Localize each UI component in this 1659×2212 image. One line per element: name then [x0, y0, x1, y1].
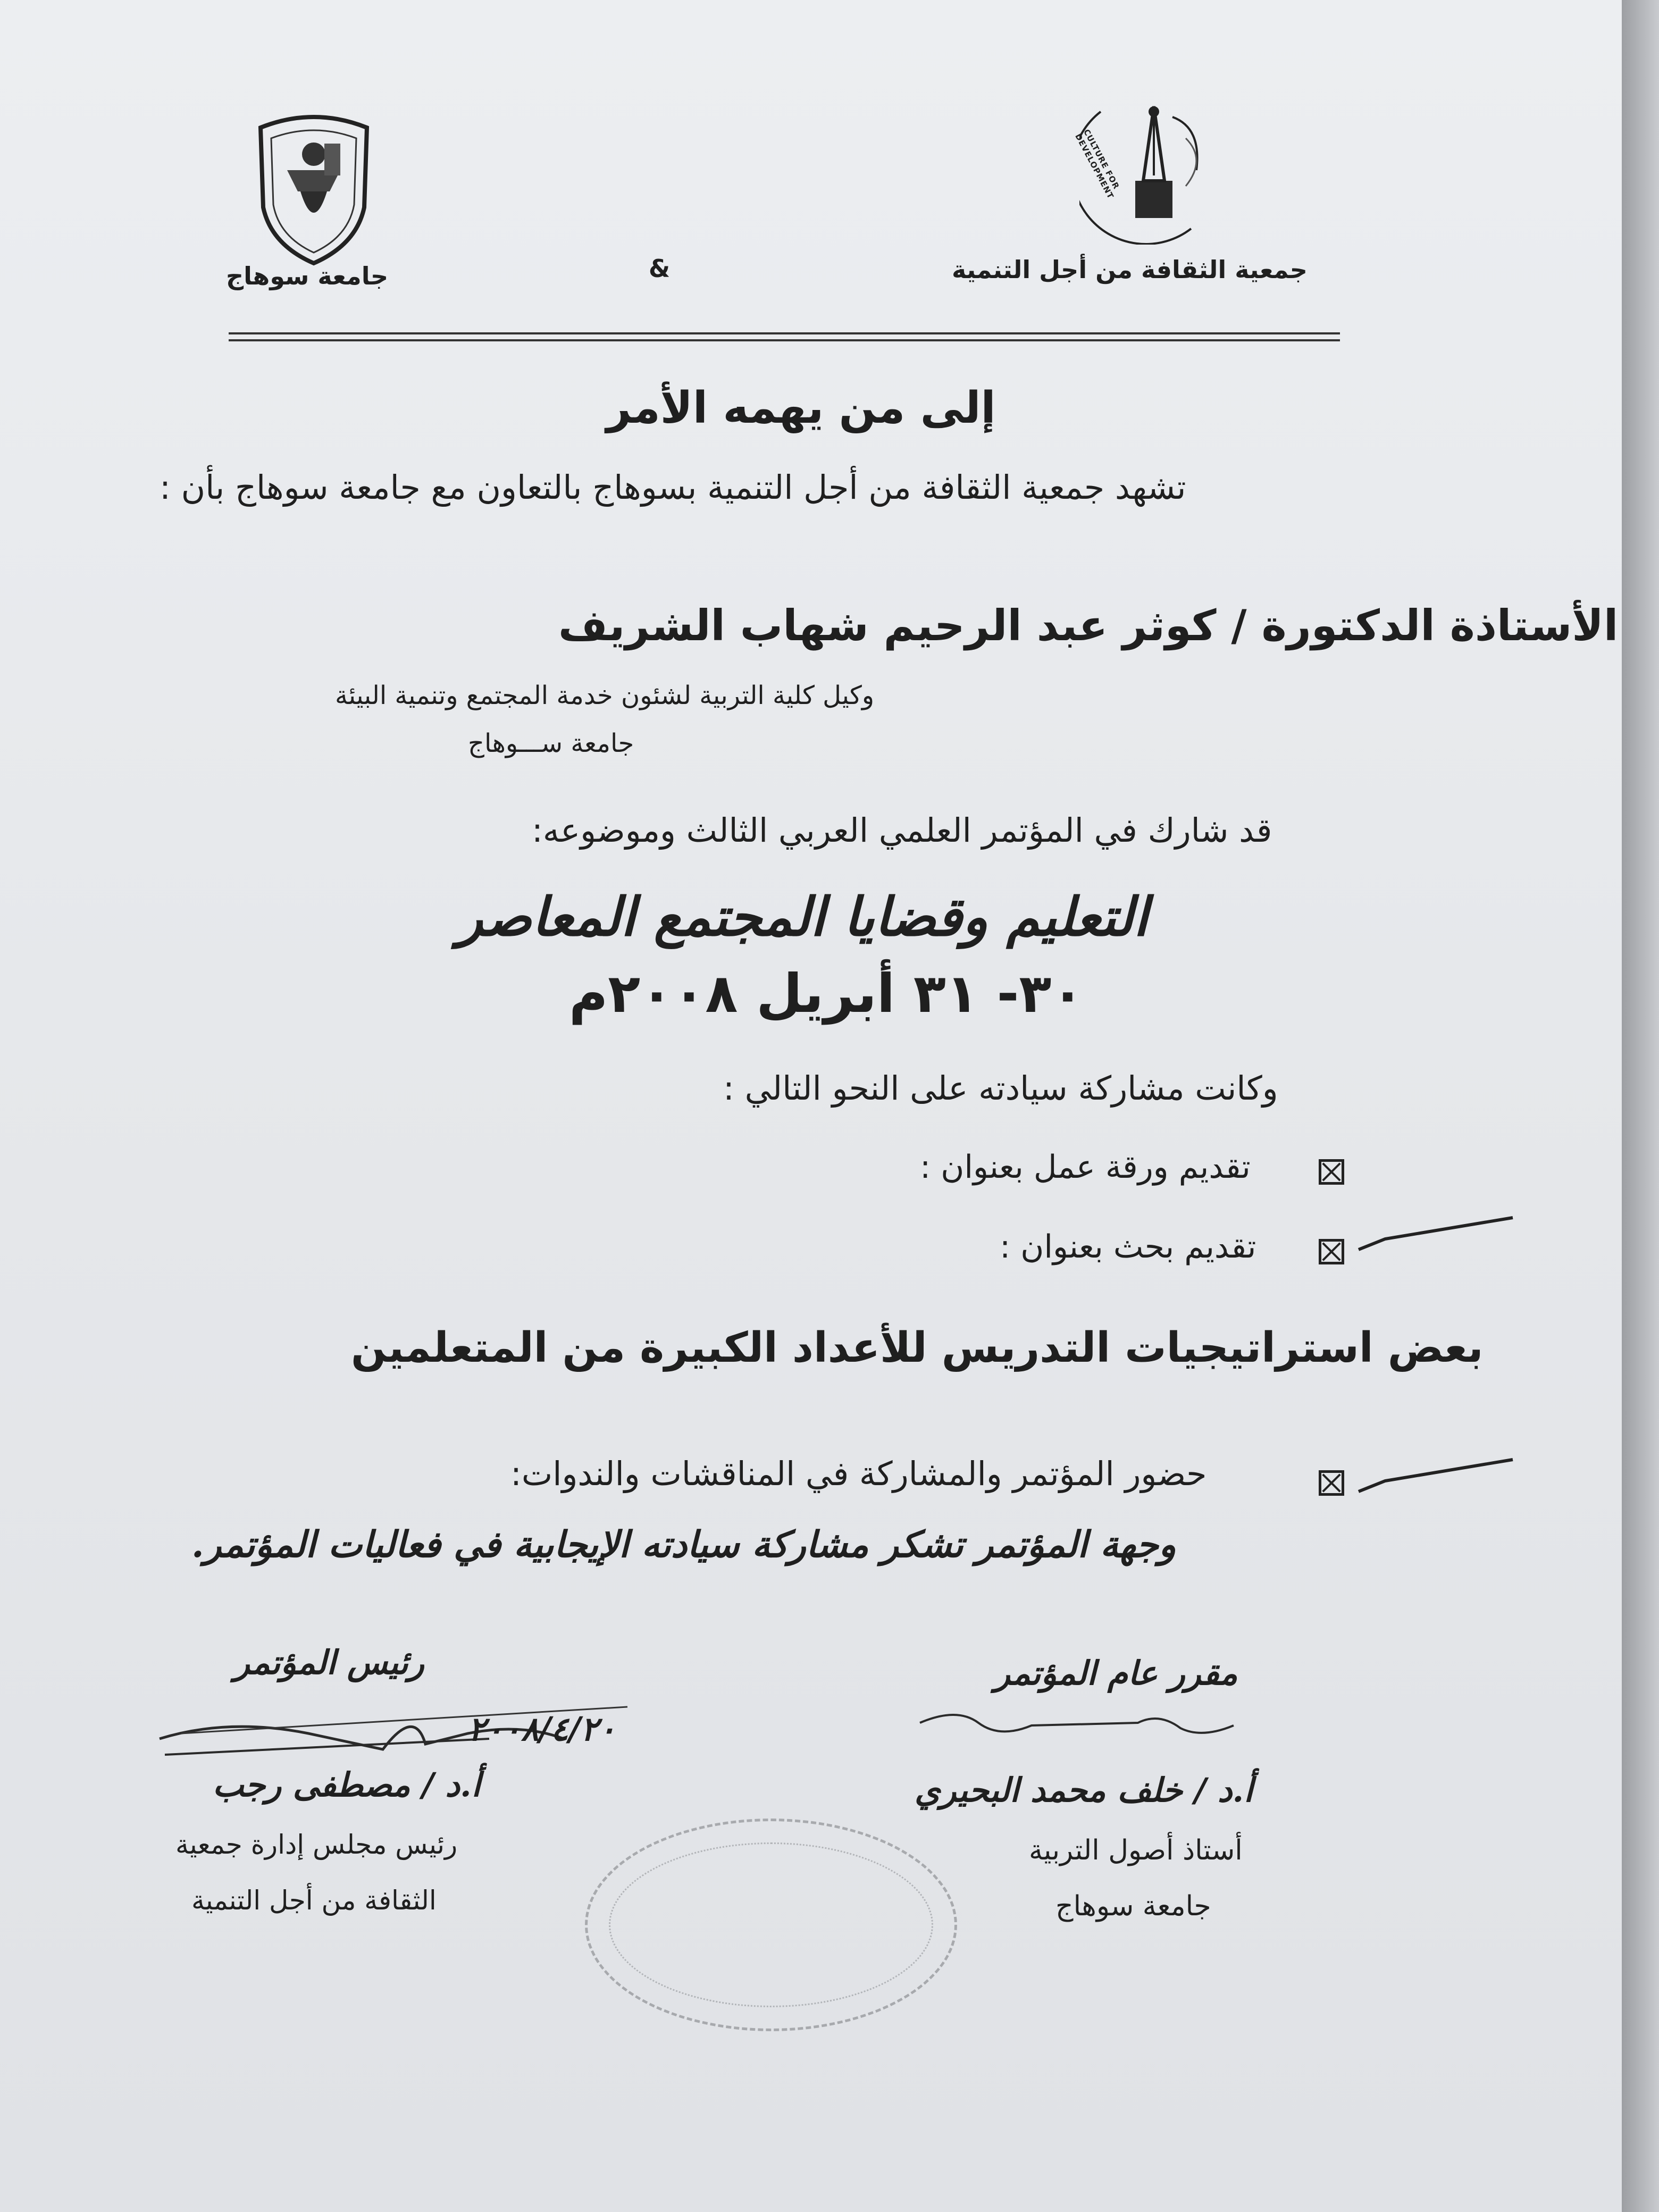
- participation-form: وكانت مشاركة سيادته على النحو التالي :: [723, 1069, 1278, 1108]
- conference-theme: التعليم وقضايا المجتمع المعاصر: [457, 885, 1149, 948]
- left-signer-name: أ.د / مصطفى رجب: [213, 1765, 481, 1804]
- attendance-text: حضور المؤتمر والمشاركة في المناقشات والندوات:: [510, 1454, 1207, 1493]
- honoree-university: جامعة ســـوهاج: [468, 728, 634, 758]
- honoree-name: الأستاذة الدكتورة / كوثر عبد الرحيم شهاب الشريف: [558, 601, 1619, 650]
- certificate-title: إلى من يهمه الأمر: [606, 383, 996, 433]
- honoree-position: وكيل كلية التربية لشئون خدمة المجتمع وتنمية البيئة: [335, 681, 875, 710]
- right-signature-scribble: [915, 1702, 1244, 1749]
- header-ampersand: &: [649, 254, 671, 283]
- left-signer-title-line1: رئيس مجلس إدارة جمعية: [175, 1829, 458, 1860]
- participation-intro: قد شارك في المؤتمر العلمي العربي الثالث وموضوعه:: [532, 811, 1272, 850]
- header-divider-top: [229, 332, 1340, 334]
- culture-for-development-logo: [1073, 96, 1218, 245]
- intro-text: تشهد جمعية الثقافة من أجل التنمية بسوهاج بالتعاون مع جامعة سوهاج بأن :: [160, 468, 1186, 507]
- right-signer-title: أستاذ أصول التربية: [1029, 1834, 1243, 1866]
- option-label-paper: تقديم ورقة عمل بعنوان :: [920, 1149, 1251, 1186]
- left-signature-date: ٢٠٠٨/٤/٢٠: [468, 1710, 616, 1748]
- conference-dates: ٣٠- ٣١ أبريل ٢٠٠٨م: [569, 962, 1084, 1025]
- option-checkbox-research: [1319, 1239, 1344, 1264]
- header-right-org: جامعة سوهاج: [226, 262, 389, 290]
- tick-mark-1: [1353, 1212, 1523, 1260]
- option-checkbox-paper: [1319, 1159, 1344, 1185]
- header-divider-bottom: [229, 339, 1340, 341]
- official-stamp: [585, 1819, 957, 2031]
- left-signer-role: رئيس المؤتمر: [234, 1643, 424, 1682]
- right-signer-role: مقرر عام المؤتمر: [994, 1654, 1238, 1692]
- scan-edge: [1622, 0, 1659, 2212]
- header-left-org: جمعية الثقافة من أجل التنمية: [952, 255, 1308, 284]
- logo-caption: CULTURE FOR DEVELOPMENT: [1073, 128, 1121, 201]
- right-signer-name: أ.د / خلف محمد البحيري: [915, 1771, 1253, 1809]
- left-signer-title-line2: الثقافة من أجل التنمية: [191, 1885, 437, 1916]
- right-signer-org: جامعة سوهاج: [1055, 1890, 1211, 1922]
- option-checkbox-attendance: [1319, 1470, 1344, 1496]
- tick-mark-2: [1353, 1452, 1523, 1499]
- research-paper-title: بعض استراتيجيات التدريس للأعداد الكبيرة من المتعلمين: [351, 1324, 1484, 1372]
- thanks-text: وجهة المؤتمر تشكر مشاركة سيادته الإيجابية في فعاليات المؤتمر.: [191, 1523, 1176, 1566]
- sohag-university-logo: [250, 112, 378, 266]
- option-label-research: تقديم بحث بعنوان :: [1000, 1228, 1256, 1266]
